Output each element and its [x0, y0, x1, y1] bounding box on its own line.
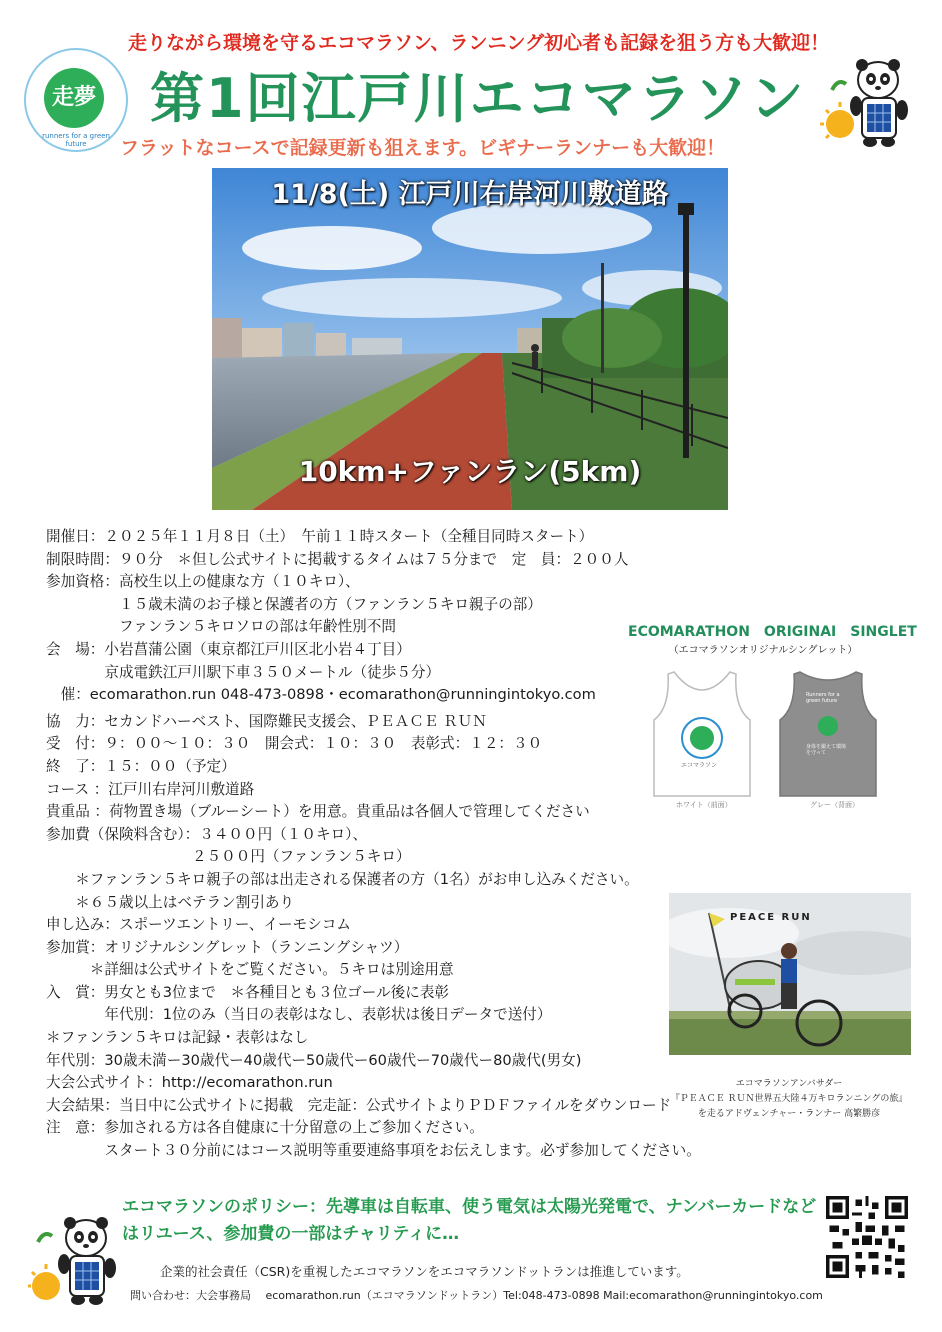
- info-line: 参加賞：オリジナルシングレット（ランニングシャツ）: [46, 938, 409, 956]
- hashiyume-logo: [24, 48, 128, 152]
- logo-mark: 走夢: [44, 68, 104, 128]
- ambassador-caption-line: エコマラソンアンバサダー: [735, 1079, 843, 1089]
- gray-singlet-caption: グレー（背面）: [810, 801, 859, 809]
- gray-singlet-icon: [778, 668, 878, 798]
- event-title: 第1回江戸川エコマラソン: [150, 67, 806, 130]
- qr-code-icon: [826, 1196, 908, 1278]
- contact-info: 問い合わせ：大会事務局 ecomarathon.run（エコマラソンドットラン）Tel:048-473-0898 Mail:ecomarathon@runningintokyo.com: [130, 1289, 823, 1302]
- info-line: 催：ecomarathon.run 048-473-0898・ecomarathon@runningintokyo.com: [46, 686, 596, 704]
- singlet-title: ECOMARATHON ORIGINAI SINGLET: [628, 624, 917, 640]
- info-line: ＊詳細は公式サイトをご覧ください。５キロは別途用意: [46, 961, 454, 979]
- ambassador-caption: [664, 1077, 914, 1122]
- singlet-back-print-bottom: 身体を鍛えて環境を守って: [806, 744, 847, 756]
- singlet-front-print: エコマラソン: [681, 762, 718, 769]
- info-line: 参加資格：高校生以上の健康な方（１０キロ）、: [46, 573, 360, 591]
- info-line: コース ：江戸川右岸河川敷道路: [46, 780, 255, 798]
- info-line: ＊ファンラン５キロは記録・表彰はなし: [46, 1029, 309, 1047]
- info-line: 入 賞：男女とも3位まで ＊各種目とも３位ゴール後に表彰: [46, 983, 450, 1001]
- info-line: 大会公式サイト：http://ecomarathon.run: [46, 1074, 333, 1092]
- logo-text: runners for a green future: [42, 132, 110, 148]
- white-singlet-caption: ホワイト（前面）: [676, 801, 732, 809]
- info-line: 貴重品 ：荷物置き場（ブルーシート）を用意。貴重品は各個人で管理してください: [46, 803, 590, 821]
- info-line: スタート３０分前にはコース説明等重要連絡事項をお伝えします。必ず参加してください。: [46, 1142, 701, 1160]
- info-line: 参加費（保険料含む）：３４００円（１０キロ）、: [46, 825, 368, 843]
- info-line: ＊ファンラン５キロ親子の部は出走される保護者の方（1名）がお申し込みください。: [46, 870, 639, 888]
- event-subtitle: フラットなコースで記録更新も狙えます。ビギナーランナーも大歓迎！: [120, 137, 726, 159]
- singlet-subtitle: （エコマラソンオリジナルシングレット）: [668, 645, 858, 656]
- panda-solar-mascot-icon: [28, 1212, 124, 1308]
- info-line: ファンラン５キロソロの部は年齢性別不問: [46, 618, 396, 636]
- info-line: 会 場：小岩菖蒲公園（東京都江戸川区北小岩４丁目）: [46, 640, 411, 658]
- info-line: 申し込み：スポーツエントリー、イーモシコム: [46, 916, 352, 934]
- info-line: 大会結果：当日中に公式サイトに掲載 完走証：公式サイトよりＰＤＦファイルをダウンロード: [46, 1096, 672, 1114]
- top-tagline: 走りながら環境を守るエコマラソン、ランニング初心者も記録を狙う方も大歓迎！: [128, 32, 830, 54]
- eco-policy: エコマラソンのポリシー：先導車は自転車、使う電気は太陽光発電で、ナンバーカードなどはリユース、参加費の一部はチャリティに…: [122, 1197, 817, 1244]
- white-singlet-icon: [652, 668, 752, 798]
- singlet-images: [646, 662, 882, 807]
- info-line: 京成電鉄江戸川駅下車３５０メートル（徒歩５分）: [46, 663, 441, 681]
- info-line: 受 付：９：００〜１０：３０ 開会式：１０：３０ 表彰式：１２：３０: [46, 735, 543, 753]
- info-line: 注 意：参加される方は各自健康に十分留意の上ご参加ください。: [46, 1119, 484, 1137]
- info-line: ２５００円（ファンラン５キロ）: [46, 848, 411, 866]
- hero-distance: 10km+ファンラン(5km): [298, 455, 642, 488]
- info-line: １５歳未満のお子様と保護者の方（ファンラン５キロ親子の部）: [46, 595, 542, 613]
- ambassador-caption-line: 『ＰＥＡＣＥ ＲＵＮ世界五大陸４万キロランニングの旅』: [670, 1094, 908, 1104]
- info-line: 年代別：1位のみ（当日の表彰はなし、表彰状は後日データで送付）: [46, 1006, 552, 1024]
- info-line: 開催日：２０２５年１１月８日（土） 午前１１時スタート（全種目同時スタート）: [46, 528, 594, 545]
- csr-statement: 企業的社会責任（CSR)を重視したエコマラソンをエコマラソンドットランは推進しています。: [160, 1264, 689, 1279]
- info-line: 協 力：セカンドハーベスト、国際難民支援会、ＰＥＡＣＥ ＲＵＮ: [46, 712, 487, 730]
- info-line: 終 了：１５：００（予定）: [46, 757, 236, 775]
- panda-solar-mascot-icon: [820, 54, 916, 150]
- singlet-back-print-top: Runners for a green future: [806, 692, 840, 704]
- info-line: ＊６５歳以上はベテラン割引あり: [46, 893, 295, 911]
- ambassador-caption-line: を走るアドヴェンチャー・ランナー 高繁勝彦: [697, 1109, 881, 1119]
- peace-run-logo: PEACE RUN: [730, 912, 812, 923]
- info-line: 制限時間：９０分 ＊但し公式サイトに掲載するタイムは７５分まで 定 員：２００人: [46, 550, 629, 568]
- hero-date-venue: 11/8(土) 江戸川右岸河川敷道路: [271, 179, 669, 210]
- info-line: 年代別：30歳未満ー30歳代ー40歳代ー50歳代ー60歳代ー70歳代ー80歳代(男女): [46, 1051, 582, 1069]
